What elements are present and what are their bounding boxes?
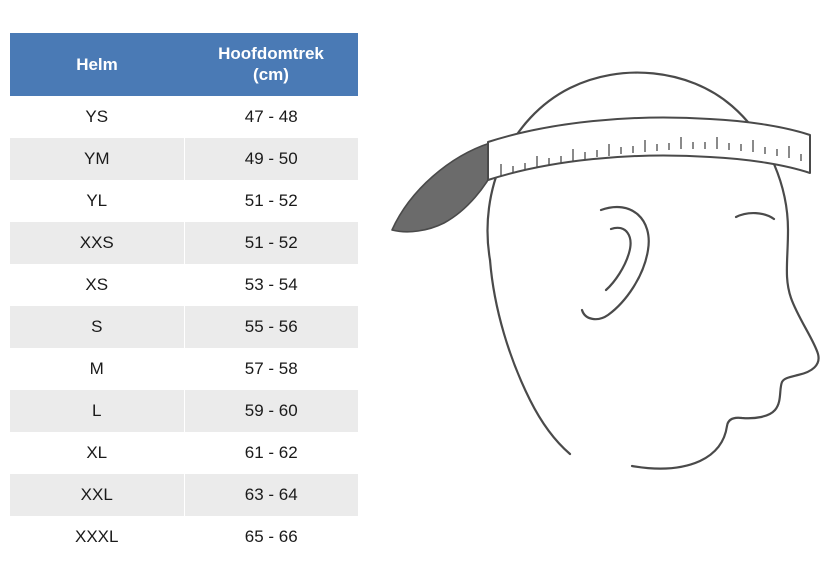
ear bbox=[582, 207, 649, 319]
cell-circumference: 53 - 54 bbox=[184, 264, 358, 306]
head-measurement-svg bbox=[370, 10, 830, 510]
cell-circumference: 63 - 64 bbox=[184, 474, 358, 516]
cell-size: L bbox=[10, 390, 184, 432]
ear-inner bbox=[606, 228, 630, 290]
tape-end bbox=[392, 143, 496, 232]
cell-size: XXL bbox=[10, 474, 184, 516]
table-row bbox=[10, 432, 358, 474]
table-body bbox=[10, 96, 358, 558]
column-header-line2: (cm) bbox=[253, 65, 289, 85]
cell-size: XXS bbox=[10, 222, 184, 264]
cell-circumference: 59 - 60 bbox=[184, 390, 358, 432]
cell-circumference: 55 - 56 bbox=[184, 306, 358, 348]
measuring-tape bbox=[392, 118, 810, 232]
column-header-helmet: Helm bbox=[10, 33, 184, 96]
table-row bbox=[10, 348, 358, 390]
table-row bbox=[10, 516, 358, 558]
table-row bbox=[10, 306, 358, 348]
table-row bbox=[10, 138, 358, 180]
cell-size: XS bbox=[10, 264, 184, 306]
helmet-size-table-container bbox=[10, 33, 342, 558]
column-header-line1: Hoofdomtrek bbox=[218, 44, 324, 63]
cell-size: YM bbox=[10, 138, 184, 180]
table-header-row bbox=[10, 33, 358, 96]
table-row bbox=[10, 264, 358, 306]
cell-size: YL bbox=[10, 180, 184, 222]
cell-size: M bbox=[10, 348, 184, 390]
cell-size: S bbox=[10, 306, 184, 348]
head-measurement-diagram bbox=[370, 10, 830, 510]
column-header-head-circumference bbox=[184, 33, 358, 96]
eye bbox=[736, 213, 774, 219]
cell-circumference: 47 - 48 bbox=[184, 96, 358, 138]
cell-size: XXXL bbox=[10, 516, 184, 558]
cell-circumference: 51 - 52 bbox=[184, 180, 358, 222]
helmet-size-table bbox=[10, 33, 358, 558]
cell-size: XL bbox=[10, 432, 184, 474]
jaw-line bbox=[490, 260, 570, 454]
table-row bbox=[10, 180, 358, 222]
cell-circumference: 51 - 52 bbox=[184, 222, 358, 264]
table-header bbox=[10, 33, 358, 96]
cell-circumference: 61 - 62 bbox=[184, 432, 358, 474]
table-row bbox=[10, 474, 358, 516]
cell-size: YS bbox=[10, 96, 184, 138]
cell-circumference: 65 - 66 bbox=[184, 516, 358, 558]
table-row bbox=[10, 390, 358, 432]
tape-band bbox=[488, 118, 810, 180]
cell-circumference: 49 - 50 bbox=[184, 138, 358, 180]
table-row bbox=[10, 222, 358, 264]
table-row bbox=[10, 96, 358, 138]
cell-circumference: 57 - 58 bbox=[184, 348, 358, 390]
